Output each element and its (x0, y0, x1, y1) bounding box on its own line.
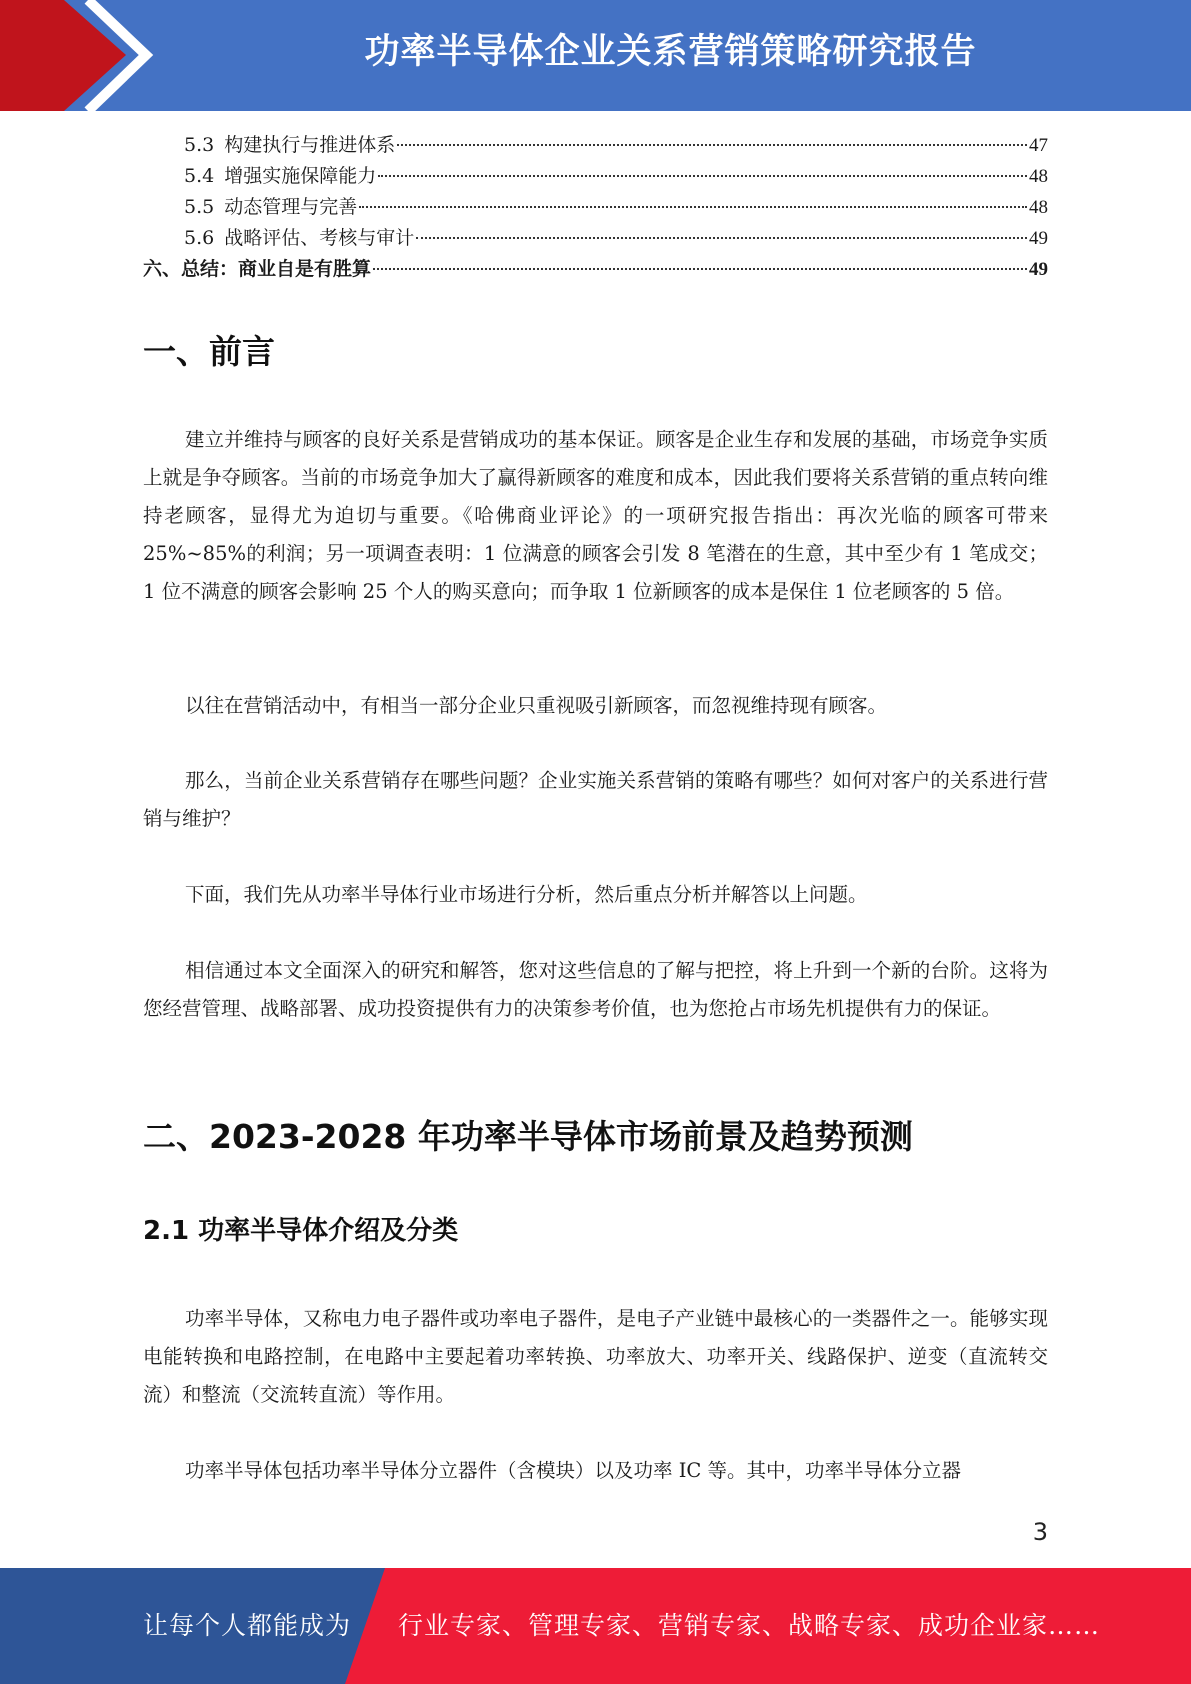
paragraph: 功率半导体包括功率半导体分立器件（含模块）以及功率 IC 等。其中，功率半导体分立器 (185, 1459, 962, 1482)
toc-item-label: 战略评估、考核与审计 (224, 227, 415, 249)
toc-item-label: 构建执行与推进体系 (224, 134, 396, 156)
toc-item[interactable] (143, 223, 1048, 254)
toc-item-number: 5.6 (184, 227, 215, 249)
page-number: 3 (1032, 1518, 1048, 1546)
page-footer (0, 1568, 1191, 1684)
toc-item[interactable] (143, 254, 1048, 285)
report-title: 功率半导体企业关系营销策略研究报告 (364, 32, 977, 72)
toc-dot-leader (397, 144, 1027, 146)
section-heading: 一、前言 (143, 332, 275, 371)
toc-item-number: 5.4 (184, 165, 215, 187)
toc-item-label: 六、总结：商业自是有胜算 (143, 258, 372, 280)
paragraph: 以往在营销活动中，有相当一部分企业只重视吸引新顾客，而忽视维持现有顾客。 (185, 694, 888, 717)
paragraph: 那么，当前企业关系营销存在哪些问题？企业实施关系营销的策略有哪些？如何对客户的关系进行营销与维护？ (143, 769, 1048, 830)
header-arrow-decoration (0, 0, 160, 111)
toc-dot-leader (359, 206, 1027, 208)
toc-dot-leader (373, 268, 1027, 270)
toc-item-page: 49 (1029, 259, 1048, 280)
page-header (0, 0, 1191, 111)
table-of-contents (143, 130, 1048, 285)
toc-item-label: 增强实施保障能力 (224, 165, 377, 187)
toc-item-page: 47 (1029, 135, 1048, 156)
paragraph: 相信通过本文全面深入的研究和解答，您对这些信息的了解与把控，将上升到一个新的台阶。这将为您经营管理、战略部署、成功投资提供有力的决策参考价值，也为您抢占市场先机提供有力的保证。 (143, 959, 1048, 1020)
toc-item-page: 48 (1029, 197, 1048, 218)
subsection-heading: 2.1 功率半导体介绍及分类 (143, 1216, 459, 1246)
toc-item-page: 48 (1029, 166, 1048, 187)
toc-item[interactable] (143, 192, 1048, 223)
toc-item-number: 5.3 (184, 134, 215, 156)
toc-item-label: 动态管理与完善 (224, 196, 358, 218)
toc-item-page: 49 (1029, 228, 1048, 249)
toc-dot-leader (378, 175, 1027, 177)
toc-item-number: 5.5 (184, 196, 215, 218)
paragraph: 功率半导体，又称电力电子器件或功率电子器件，是电子产业链中最核心的一类器件之一。能够实现电能转换和电路控制，在电路中主要起着功率转换、功率放大、功率开关、线路保护、逆变（直流转交流）和整流（交流转直流）等作用。 (143, 1307, 1048, 1406)
paragraph: 建立并维持与顾客的良好关系是营销成功的基本保证。顾客是企业生存和发展的基础，市场竞争实质上就是争夺顾客。当前的市场竞争加大了赢得新顾客的难度和成本，因此我们要将关系营销的重点转向维持老顾客，显得尤为迫切与重要。《哈佛商业评论》的一项研究报告指出：再次光临的顾客可带来 25%~85%的利润；另一项调查表明：1 位满意的顾客会引发 8 笔潜在的生意，其中至少有 1 笔成交；1 位不满意的顾客会影响 25 个人的购买意向；而争取 1 位新顾客的成本是保住 1 位老顾客的 5 倍。 (143, 428, 1048, 603)
footer-slogan-left: 让每个人都能成为 (143, 1611, 352, 1640)
paragraph: 下面，我们先从功率半导体行业市场进行分析，然后重点分析并解答以上问题。 (185, 883, 868, 906)
toc-item[interactable] (143, 130, 1048, 161)
toc-item[interactable] (143, 161, 1048, 192)
footer-slogan-right: 行业专家、管理专家、营销专家、战略专家、成功企业家…… (398, 1611, 1101, 1640)
section-heading: 二、2023-2028 年功率半导体市场前景及趋势预测 (143, 1117, 913, 1156)
toc-dot-leader (416, 237, 1027, 239)
